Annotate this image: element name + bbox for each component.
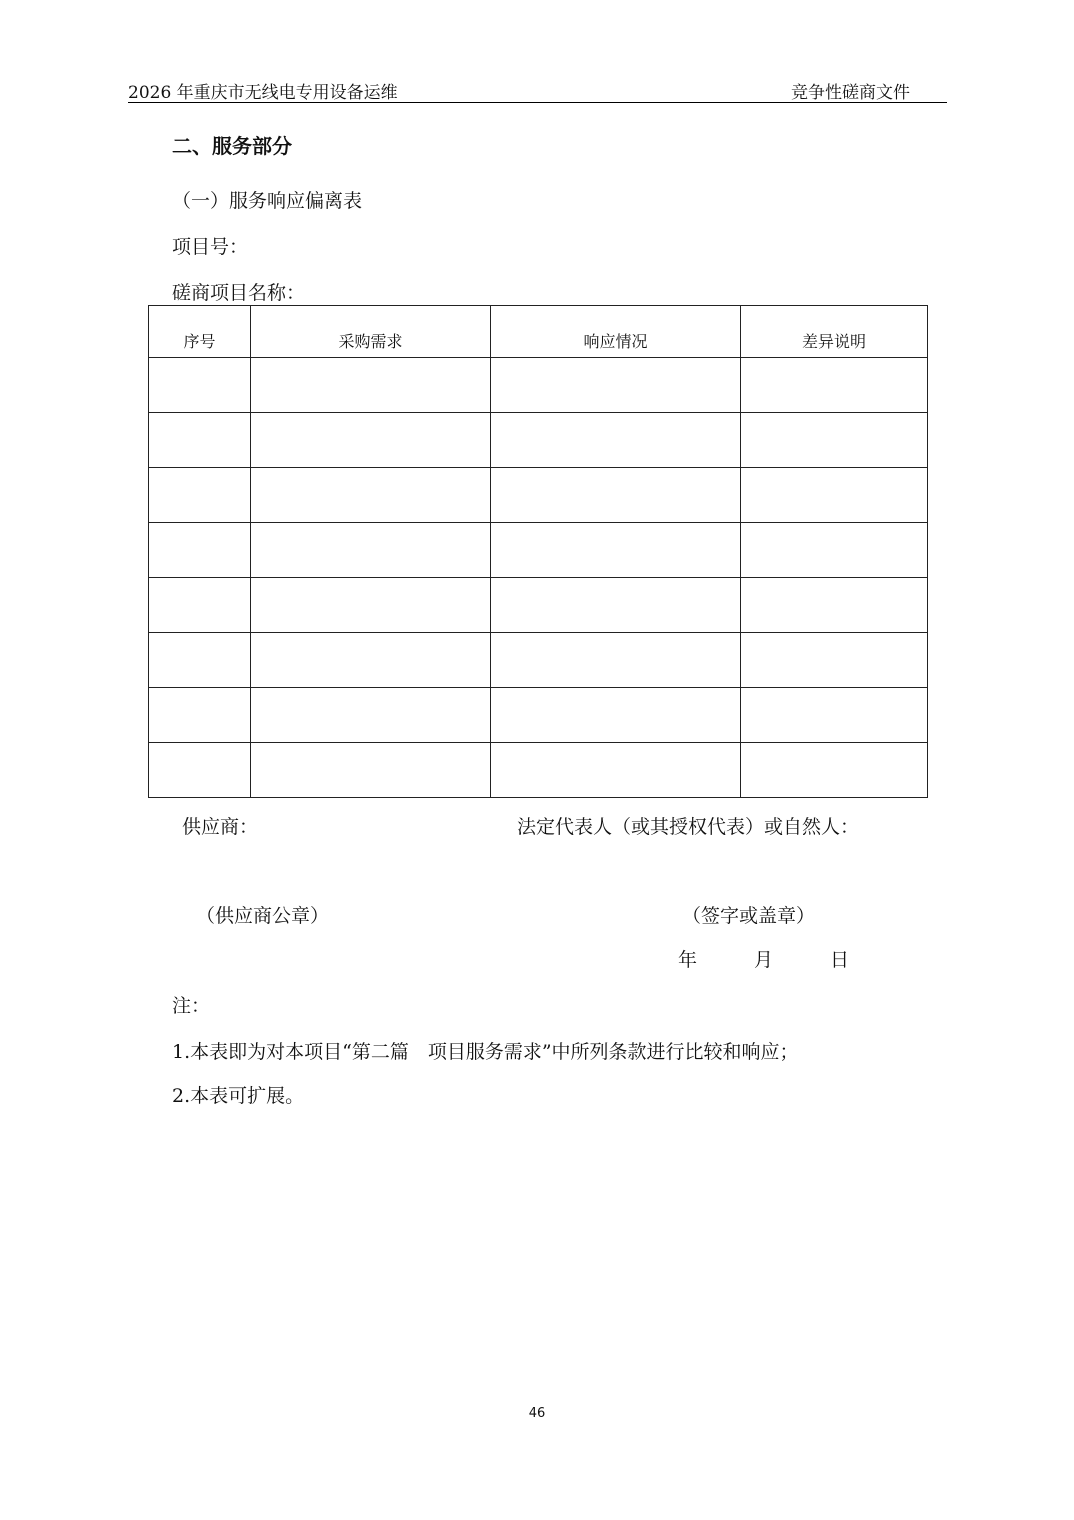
date-day-label: 日 [830,949,850,971]
table-cell [741,633,928,688]
project-number-label: 项目号： [172,236,249,258]
notes-title: 注： [172,995,211,1017]
table-cell [149,633,251,688]
column-header-seq: 序号 [149,306,251,358]
header-rule [128,102,947,103]
table-cell [491,413,741,468]
table-row [149,633,928,688]
table-row [149,413,928,468]
table-cell [251,468,491,523]
table-cell [149,743,251,798]
section-title: 二、服务部分 [172,134,292,158]
header-right-title: 竞争性磋商文件 [791,83,910,103]
table-cell [149,523,251,578]
table-cell [251,633,491,688]
note-item-1: 1.本表即为对本项目“第二篇 项目服务需求”中所列条款进行比较和响应； [172,1041,799,1063]
table-cell [149,688,251,743]
table-header-row [149,306,928,358]
table-cell [491,523,741,578]
date-year-label: 年 [678,949,698,971]
table-cell [491,358,741,413]
subsection-title: （一）服务响应偏离表 [172,190,363,212]
table-row [149,688,928,743]
table-cell [741,468,928,523]
table-cell [491,743,741,798]
table-cell [149,413,251,468]
table-cell [251,743,491,798]
table-cell [251,523,491,578]
table-cell [251,413,491,468]
legal-representative-label: 法定代表人（或其授权代表）或自然人： [517,816,860,838]
table-cell [251,688,491,743]
table-row [149,468,928,523]
project-name-label: 磋商项目名称： [172,282,306,304]
table-row [149,743,928,798]
page-number: 46 [528,1406,546,1421]
table-cell [491,468,741,523]
note-item-2: 2.本表可扩展。 [172,1085,305,1107]
column-header-requirement: 采购需求 [251,306,491,358]
table-row [149,358,928,413]
table-cell [741,578,928,633]
table-cell [149,358,251,413]
table-row [149,523,928,578]
table-cell [741,688,928,743]
table-cell [251,358,491,413]
column-header-deviation: 差异说明 [741,306,928,358]
table-cell [491,578,741,633]
supplier-label: 供应商： [182,816,259,838]
table-cell [491,633,741,688]
table-cell [741,358,928,413]
table-row [149,578,928,633]
signature-seal-label: （签字或盖章） [682,905,816,927]
column-header-response: 响应情况 [491,306,741,358]
table-cell [741,743,928,798]
header-left-title: 2026 年重庆市无线电专用设备运维 [128,83,398,103]
date-month-label: 月 [754,949,774,971]
table-cell [741,413,928,468]
table-cell [149,468,251,523]
table-cell [251,578,491,633]
table-cell [491,688,741,743]
table-cell [149,578,251,633]
table-cell [741,523,928,578]
supplier-seal-label: （供应商公章） [196,905,330,927]
service-deviation-table [148,305,928,798]
